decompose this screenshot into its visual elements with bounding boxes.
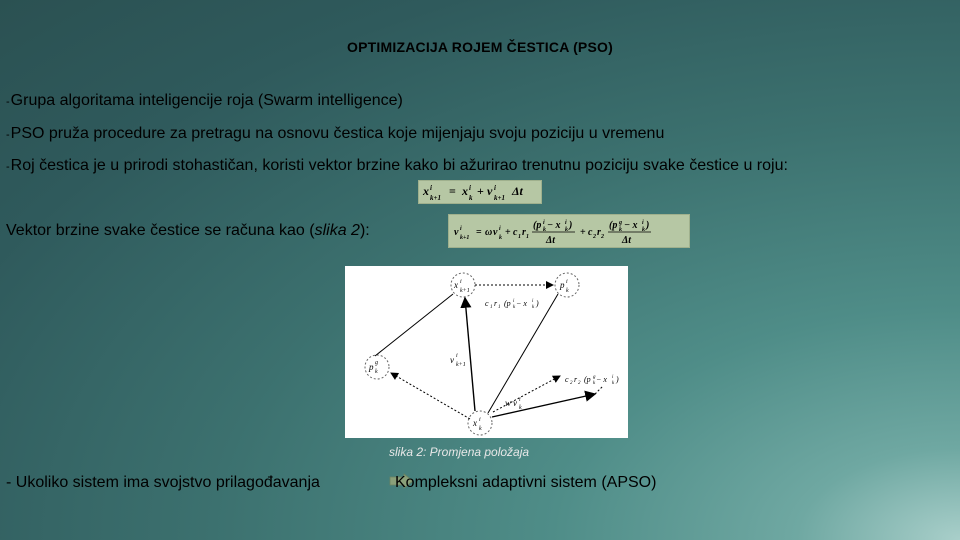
f2-num2-sup2: i (642, 220, 644, 226)
f2-num2-sup: g (619, 220, 622, 226)
f1-v: v (487, 184, 493, 198)
f2-num2-end: ) (646, 220, 650, 231)
f2-v-rhs: v (493, 227, 498, 238)
label-r2: r (574, 375, 578, 384)
label-term2-sup2: i (612, 375, 614, 380)
f2-sup: i (460, 226, 462, 232)
label-term1-sub2: k (532, 305, 535, 310)
arrow-v-next (465, 298, 475, 411)
f2-sub-lhs: k+1 (460, 235, 470, 241)
f1-plus: + (477, 184, 484, 198)
bullet-marker: - (6, 161, 10, 173)
f2-c1: c (513, 227, 518, 238)
f2-den1: Δt (546, 235, 556, 246)
f2-sub-rhs: k (499, 235, 502, 241)
f2-num1-mid: − x (547, 220, 561, 231)
bullet-2 (6, 125, 664, 143)
f1-sup: i (430, 184, 432, 192)
velocity-update-formula (448, 214, 690, 248)
bullet-marker: - (6, 96, 10, 108)
label-term1-mid: − x (516, 299, 527, 308)
node-x-current-sup: i (479, 417, 481, 423)
f1-sub-v: k+1 (494, 194, 505, 202)
label-v-next: v (450, 355, 454, 365)
bullet-3-text: Roj čestica je u prirodi stohastičan, koristi vektor brzine kako bi ažurirao trenutnu poziciju svake čestice u roju: (10, 157, 788, 174)
label-c1-sub: 1 (490, 305, 493, 310)
bullet-1-text: Grupa algoritama inteligencije roja (Swarm intelligence) (10, 92, 403, 109)
node-x-current-label: x (473, 418, 477, 428)
label-term1-sub: k (513, 305, 516, 310)
node-x-next-label: x (454, 280, 458, 290)
label-term1-sup2: i (532, 299, 534, 304)
f1-sup2: i (469, 184, 471, 192)
node-p-local-sup: i (566, 279, 568, 285)
f2-num1: (p (533, 220, 542, 231)
f1-dt: Δt (512, 184, 523, 198)
bullet-3 (6, 157, 788, 175)
f1-sub-lhs: k+1 (430, 194, 441, 202)
position-update-formula (418, 180, 542, 204)
f2-sub-r2: 2 (601, 234, 604, 240)
velocity-line (6, 222, 370, 240)
node-p-global-sup: g (375, 360, 378, 366)
label-term1: (p (504, 299, 511, 308)
f2-v-lhs: v (454, 227, 459, 238)
bullet-2-text: PSO pruža procedure za pretragu na osnovu čestica koje mijenjaju svoju poziciju u vremenu (10, 125, 665, 142)
f2-num2-mid: − x (624, 220, 638, 231)
label-term2-sup: g (593, 375, 596, 380)
f2-num2-sub: k (619, 227, 622, 233)
f2-sub-c2: 2 (593, 234, 596, 240)
label-c2-sub: 2 (570, 381, 573, 386)
f1-sup3: i (494, 184, 496, 192)
f2-plus1: + (505, 227, 511, 238)
f2-num2-sub2: k (642, 227, 645, 233)
f2-num1-sup: i (543, 220, 545, 226)
label-term2-sub2: k (612, 381, 615, 386)
f2-den2: Δt (622, 235, 632, 246)
f2-r1: r (522, 227, 526, 238)
velocity-suffix: ): (359, 222, 370, 239)
f2-c2: c (588, 227, 593, 238)
line-dashed-tip (595, 386, 603, 394)
bottom-right-text: Kompleksni adaptivni sistem (APSO) (395, 474, 657, 491)
velocity-prefix: Vektor brzine svake čestice se računa kao ( (6, 222, 315, 239)
f1-x-rhs: x (462, 184, 468, 198)
f2-num1-end: ) (569, 220, 573, 231)
arrow-personal-term (493, 376, 560, 412)
label-r1: r (494, 299, 498, 308)
label-r1-sub: 1 (498, 305, 501, 310)
node-p-local-label: p (560, 280, 565, 290)
label-r2-sub: 2 (578, 381, 581, 386)
f2-eq: = (476, 227, 482, 238)
pso-diagram-figure (345, 266, 628, 438)
f2-sub-r1: 1 (526, 234, 529, 240)
f1-sub-rhs: k (469, 194, 473, 202)
label-w: w (505, 398, 512, 408)
f2-sub-c1: 1 (518, 234, 521, 240)
arrow-global-term (391, 373, 470, 419)
node-x-next-sup: i (460, 279, 462, 285)
label-term2-end: ) (616, 375, 619, 384)
f2-omega: ω (485, 227, 493, 238)
f2-r2: r (597, 227, 601, 238)
bottom-left-text: - Ukoliko sistem ima svojstvo prilagođavanja (6, 474, 320, 491)
label-wv: v (513, 398, 517, 408)
f2-num1-sub2: k (565, 227, 568, 233)
line-local-to-current (488, 294, 558, 413)
label-v-next-sub: k+1 (456, 362, 466, 368)
label-term1-sup: i (513, 299, 515, 304)
label-term2-mid: − x (596, 375, 607, 384)
node-x-current-sub: k (479, 426, 482, 432)
label-wv-sub: k (519, 405, 522, 411)
label-v-next-sup: i (456, 353, 458, 359)
label-term2-sub: k (593, 381, 596, 386)
label-term1-end: ) (536, 299, 539, 308)
f1-x-lhs: x (423, 184, 429, 198)
label-wv-sup: i (519, 397, 521, 403)
f2-sup2: i (499, 226, 501, 232)
line-global-to-next (375, 294, 453, 356)
bullet-marker: - (6, 129, 10, 141)
f2-num1-sub: k (543, 227, 546, 233)
label-c1r1: c (485, 299, 489, 308)
slide-title: OPTIMIZACIJA ROJEM ČESTICA (PSO) (347, 39, 613, 55)
figure-caption: slika 2: Promjena položaja (389, 445, 530, 459)
f2-plus2: + (580, 227, 586, 238)
label-term2: (p (584, 375, 591, 384)
node-p-local-sub: k (566, 288, 569, 294)
node-p-global-sub: k (375, 369, 378, 375)
velocity-ref: slika 2 (314, 222, 360, 239)
f2-num2: (p (609, 220, 618, 231)
node-x-next-sub: k+1 (460, 288, 470, 294)
node-p-global-label: p (369, 362, 374, 372)
label-c2r2: c (565, 375, 569, 384)
bullet-1 (6, 92, 403, 110)
f2-num1-sup2: i (565, 220, 567, 226)
f1-eq: = (449, 184, 456, 198)
